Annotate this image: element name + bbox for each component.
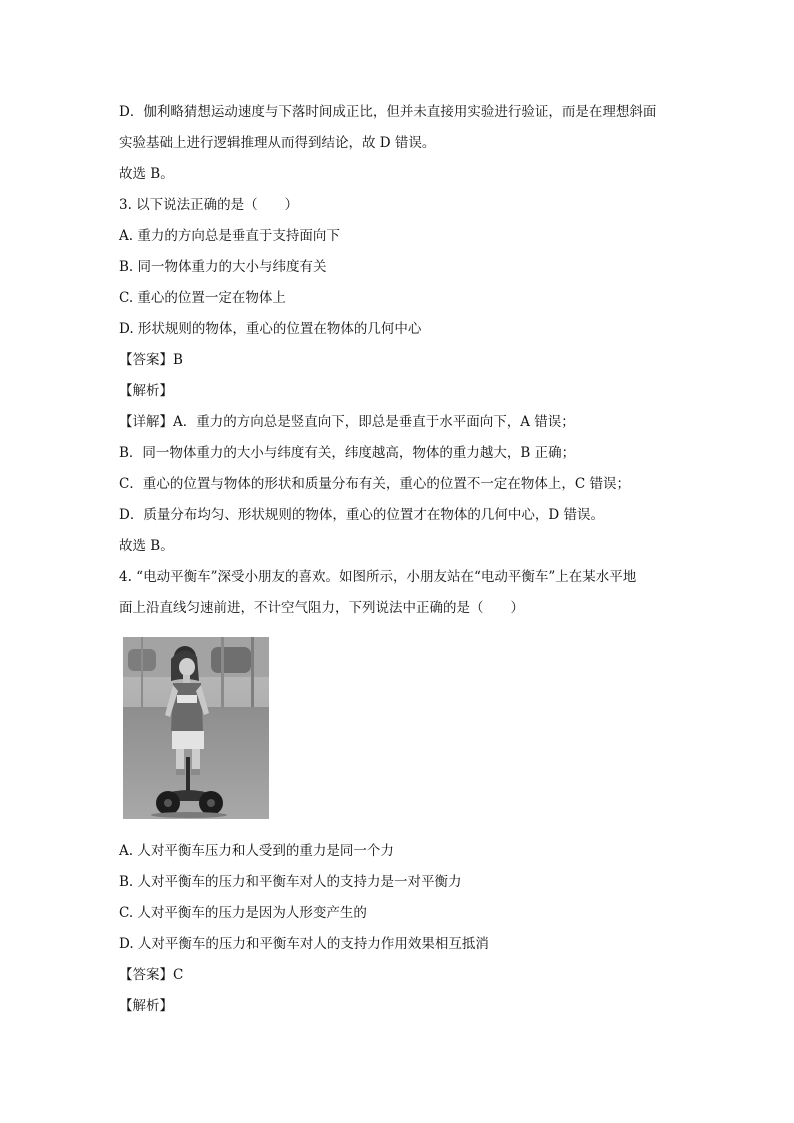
question-4-stem-line-2: 面上沿直线匀速前进，不计空气阻力，下列说法中正确的是（ ） (119, 600, 524, 616)
question-3-conclusion: 故选 B。 (119, 538, 174, 554)
question-4-answer: 【答案】C (119, 967, 184, 983)
text-line-2: 实验基础上进行逻辑推理从而得到结论，故 D 错误。 (119, 135, 436, 151)
question-4-stem-line-1: 4. “电动平衡车”深受小朋友的喜欢。如图所示，小朋友站在“电动平衡车”上在某水平地 (119, 569, 637, 585)
question-4-analysis-heading: 【解析】 (119, 998, 173, 1014)
question-3-detail-b: B．同一物体重力的大小与纬度有关，纬度越高，物体的重力越大，B 正确； (119, 445, 576, 461)
question-3-analysis-heading: 【解析】 (119, 383, 173, 399)
balance-scooter-photo (123, 637, 269, 819)
question-4-option-b: B. 人对平衡车的压力和平衡车对人的支持力是一对平衡力 (119, 874, 462, 890)
question-3-detail-d: D．质量分布均匀、形状规则的物体，重心的位置才在物体的几何中心，D 错误。 (119, 507, 604, 523)
question-3-option-c: C. 重心的位置一定在物体上 (119, 290, 286, 306)
question-3-detail-c: C．重心的位置与物体的形状和质量分布有关，重心的位置不一定在物体上，C 错误； (119, 476, 630, 492)
question-4-option-d: D. 人对平衡车的压力和平衡车对人的支持力作用效果相互抵消 (119, 936, 489, 952)
question-3-option-d: D. 形状规则的物体，重心的位置在物体的几何中心 (119, 321, 422, 337)
question-4-option-c: C. 人对平衡车的压力是因为人形变产生的 (119, 905, 367, 921)
text-line-1: D．伽利略猜想运动速度与下落时间成正比，但并未直接用实验进行验证，而是在理想斜面 (119, 104, 657, 120)
question-3-stem: 3. 以下说法正确的是（ ） (119, 197, 299, 213)
question-3-option-a: A. 重力的方向总是垂直于支持面向下 (119, 228, 340, 244)
question-3-answer: 【答案】B (119, 352, 183, 368)
question-3-detail-a: 【详解】A．重力的方向总是竖直向下，即总是垂直于水平面向下，A 错误； (119, 414, 575, 430)
question-3-option-b: B. 同一物体重力的大小与纬度有关 (119, 259, 327, 275)
question-4-option-a: A. 人对平衡车压力和人受到的重力是同一个力 (119, 843, 394, 859)
text-line-3: 故选 B。 (119, 166, 174, 182)
